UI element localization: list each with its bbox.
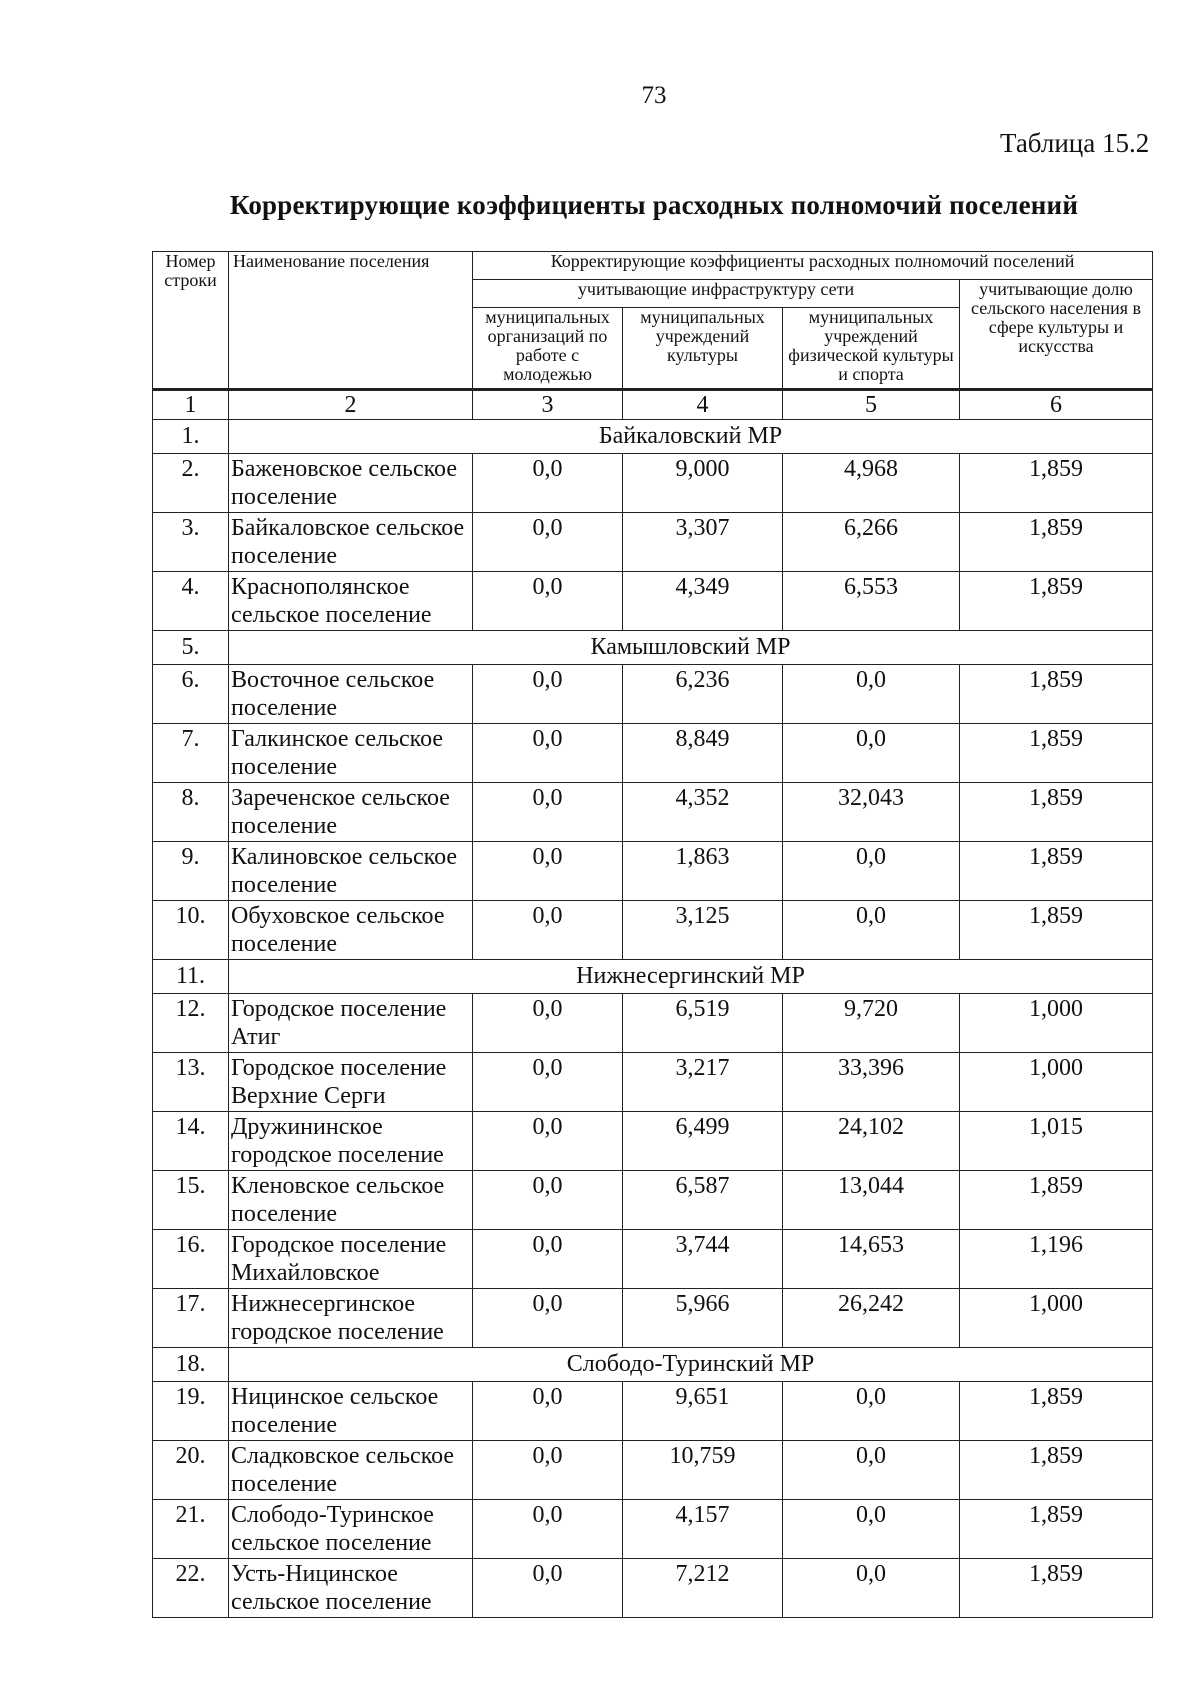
rural-coefficient: 1,859 (960, 454, 1153, 513)
document-title: Корректирующие коэффициенты расходных полномочий поселений (229, 190, 1079, 220)
youth-coefficient: 0,0 (473, 454, 623, 513)
settlement-name: Кленовское сельское поселение (229, 1171, 473, 1230)
row-number: 9. (153, 842, 229, 901)
sport-coefficient: 0,0 (783, 724, 960, 783)
settlement-name: Усть-Ницинское сельское поселение (229, 1559, 473, 1618)
culture-coefficient: 8,849 (623, 724, 783, 783)
culture-coefficient: 9,651 (623, 1382, 783, 1441)
row-number: 19. (153, 1382, 229, 1441)
row-number: 10. (153, 901, 229, 960)
table-row (153, 1500, 1153, 1559)
youth-coefficient: 0,0 (473, 1559, 623, 1618)
settlement-name: Городское поселение Михайловское (229, 1230, 473, 1289)
table-body (153, 420, 1153, 1618)
table-row (153, 783, 1153, 842)
rural-coefficient: 1,859 (960, 513, 1153, 572)
sport-coefficient: 6,266 (783, 513, 960, 572)
header-rural-share: учитывающие долю сельского населения в сфере культуры и искусства (960, 280, 1153, 390)
rural-coefficient: 1,859 (960, 1441, 1153, 1500)
youth-coefficient: 0,0 (473, 994, 623, 1053)
district-title: Байкаловский МР (229, 420, 1153, 454)
sport-coefficient: 0,0 (783, 665, 960, 724)
row-number: 7. (153, 724, 229, 783)
table-row (153, 665, 1153, 724)
row-number: 1. (153, 420, 229, 454)
coefficients-table (152, 251, 1153, 1618)
table-row (153, 1230, 1153, 1289)
settlement-name: Байкаловское сельское поселение (229, 513, 473, 572)
settlement-name: Зареченское сельское поселение (229, 783, 473, 842)
sport-coefficient: 14,653 (783, 1230, 960, 1289)
settlement-name: Нижнесергинское городское поселение (229, 1289, 473, 1348)
culture-coefficient: 6,519 (623, 994, 783, 1053)
culture-coefficient: 6,236 (623, 665, 783, 724)
sport-coefficient: 0,0 (783, 842, 960, 901)
culture-coefficient: 3,125 (623, 901, 783, 960)
section-row (153, 1348, 1153, 1382)
rural-coefficient: 1,000 (960, 994, 1153, 1053)
column-numbers-row (153, 390, 1153, 420)
row-number: 15. (153, 1171, 229, 1230)
table-row (153, 1171, 1153, 1230)
table-row (153, 724, 1153, 783)
youth-coefficient: 0,0 (473, 1382, 623, 1441)
column-number: 6 (960, 390, 1153, 420)
row-number: 13. (153, 1053, 229, 1112)
header-coefficients-group: Корректирующие коэффициенты расходных полномочий поселений (473, 252, 1153, 280)
district-title: Нижнесергинский МР (229, 960, 1153, 994)
row-number: 18. (153, 1348, 229, 1382)
culture-coefficient: 10,759 (623, 1441, 783, 1500)
settlement-name: Сладковское сельское поселение (229, 1441, 473, 1500)
rural-coefficient: 1,859 (960, 1500, 1153, 1559)
youth-coefficient: 0,0 (473, 1441, 623, 1500)
culture-coefficient: 6,587 (623, 1171, 783, 1230)
rural-coefficient: 1,859 (960, 665, 1153, 724)
culture-coefficient: 9,000 (623, 454, 783, 513)
row-number: 3. (153, 513, 229, 572)
row-number: 17. (153, 1289, 229, 1348)
table-row (153, 842, 1153, 901)
row-number: 6. (153, 665, 229, 724)
row-number: 12. (153, 994, 229, 1053)
rural-coefficient: 1,859 (960, 1559, 1153, 1618)
rural-coefficient: 1,859 (960, 1382, 1153, 1441)
settlement-name: Городское поселение Атиг (229, 994, 473, 1053)
culture-coefficient: 3,307 (623, 513, 783, 572)
table-header (153, 252, 1153, 420)
settlement-name: Слободо-Туринское сельское поселение (229, 1500, 473, 1559)
sport-coefficient: 32,043 (783, 783, 960, 842)
page-number: 73 (641, 82, 667, 109)
settlement-name: Краснополянское сельское поселение (229, 572, 473, 631)
table-row (153, 901, 1153, 960)
sport-coefficient: 0,0 (783, 1382, 960, 1441)
youth-coefficient: 0,0 (473, 1053, 623, 1112)
header-youth-organizations: муниципальных организаций по работе с молодежью (473, 308, 623, 390)
header-row-number: Номер строки (153, 252, 229, 390)
rural-coefficient: 1,000 (960, 1053, 1153, 1112)
settlement-name: Галкинское сельское поселение (229, 724, 473, 783)
table-row (153, 1559, 1153, 1618)
rural-coefficient: 1,859 (960, 572, 1153, 631)
youth-coefficient: 0,0 (473, 901, 623, 960)
youth-coefficient: 0,0 (473, 572, 623, 631)
row-number: 5. (153, 631, 229, 665)
row-number: 21. (153, 1500, 229, 1559)
table-row (153, 454, 1153, 513)
culture-coefficient: 6,499 (623, 1112, 783, 1171)
row-number: 11. (153, 960, 229, 994)
settlement-name: Восточное сельское поселение (229, 665, 473, 724)
header-culture-institutions: муниципальных учреждений культуры (623, 308, 783, 390)
rural-coefficient: 1,859 (960, 901, 1153, 960)
header-settlement-name: Наименование поселения (229, 252, 473, 390)
column-number: 1 (153, 390, 229, 420)
table-row (153, 1441, 1153, 1500)
youth-coefficient: 0,0 (473, 1112, 623, 1171)
sport-coefficient: 33,396 (783, 1053, 960, 1112)
youth-coefficient: 0,0 (473, 1171, 623, 1230)
culture-coefficient: 3,744 (623, 1230, 783, 1289)
section-row (153, 420, 1153, 454)
section-row (153, 960, 1153, 994)
culture-coefficient: 5,966 (623, 1289, 783, 1348)
section-row (153, 631, 1153, 665)
header-sport-institutions: муниципальных учреждений физической культуры и спорта (783, 308, 960, 390)
sport-coefficient: 13,044 (783, 1171, 960, 1230)
rural-coefficient: 1,859 (960, 783, 1153, 842)
table-row (153, 1289, 1153, 1348)
table-row (153, 1382, 1153, 1441)
header-infrastructure: учитывающие инфраструктуру сети (473, 280, 960, 308)
rural-coefficient: 1,015 (960, 1112, 1153, 1171)
sport-coefficient: 0,0 (783, 901, 960, 960)
rural-coefficient: 1,859 (960, 724, 1153, 783)
table-row (153, 1053, 1153, 1112)
culture-coefficient: 7,212 (623, 1559, 783, 1618)
settlement-name: Обуховское сельское поселение (229, 901, 473, 960)
row-number: 8. (153, 783, 229, 842)
sport-coefficient: 4,968 (783, 454, 960, 513)
youth-coefficient: 0,0 (473, 783, 623, 842)
settlement-name: Баженовское сельское поселение (229, 454, 473, 513)
row-number: 20. (153, 1441, 229, 1500)
culture-coefficient: 4,157 (623, 1500, 783, 1559)
table-row (153, 513, 1153, 572)
column-number: 4 (623, 390, 783, 420)
column-number: 2 (229, 390, 473, 420)
culture-coefficient: 1,863 (623, 842, 783, 901)
rural-coefficient: 1,000 (960, 1289, 1153, 1348)
rural-coefficient: 1,196 (960, 1230, 1153, 1289)
district-title: Слободо-Туринский МР (229, 1348, 1153, 1382)
table-row (153, 572, 1153, 631)
sport-coefficient: 0,0 (783, 1559, 960, 1618)
youth-coefficient: 0,0 (473, 842, 623, 901)
column-number: 5 (783, 390, 960, 420)
youth-coefficient: 0,0 (473, 665, 623, 724)
settlement-name: Ницинское сельское поселение (229, 1382, 473, 1441)
culture-coefficient: 4,349 (623, 572, 783, 631)
sport-coefficient: 26,242 (783, 1289, 960, 1348)
sport-coefficient: 9,720 (783, 994, 960, 1053)
row-number: 16. (153, 1230, 229, 1289)
culture-coefficient: 4,352 (623, 783, 783, 842)
district-title: Камышловский МР (229, 631, 1153, 665)
settlement-name: Городское поселение Верхние Серги (229, 1053, 473, 1112)
youth-coefficient: 0,0 (473, 1500, 623, 1559)
rural-coefficient: 1,859 (960, 842, 1153, 901)
youth-coefficient: 0,0 (473, 1230, 623, 1289)
sport-coefficient: 0,0 (783, 1441, 960, 1500)
sport-coefficient: 6,553 (783, 572, 960, 631)
youth-coefficient: 0,0 (473, 1289, 623, 1348)
table-row (153, 994, 1153, 1053)
table-row (153, 1112, 1153, 1171)
culture-coefficient: 3,217 (623, 1053, 783, 1112)
row-number: 4. (153, 572, 229, 631)
sport-coefficient: 24,102 (783, 1112, 960, 1171)
sport-coefficient: 0,0 (783, 1500, 960, 1559)
column-number: 3 (473, 390, 623, 420)
row-number: 14. (153, 1112, 229, 1171)
row-number: 2. (153, 454, 229, 513)
row-number: 22. (153, 1559, 229, 1618)
settlement-name: Дружининское городское поселение (229, 1112, 473, 1171)
rural-coefficient: 1,859 (960, 1171, 1153, 1230)
settlement-name: Калиновское сельское поселение (229, 842, 473, 901)
youth-coefficient: 0,0 (473, 724, 623, 783)
table-label: Таблица 15.2 (1000, 128, 1150, 158)
youth-coefficient: 0,0 (473, 513, 623, 572)
